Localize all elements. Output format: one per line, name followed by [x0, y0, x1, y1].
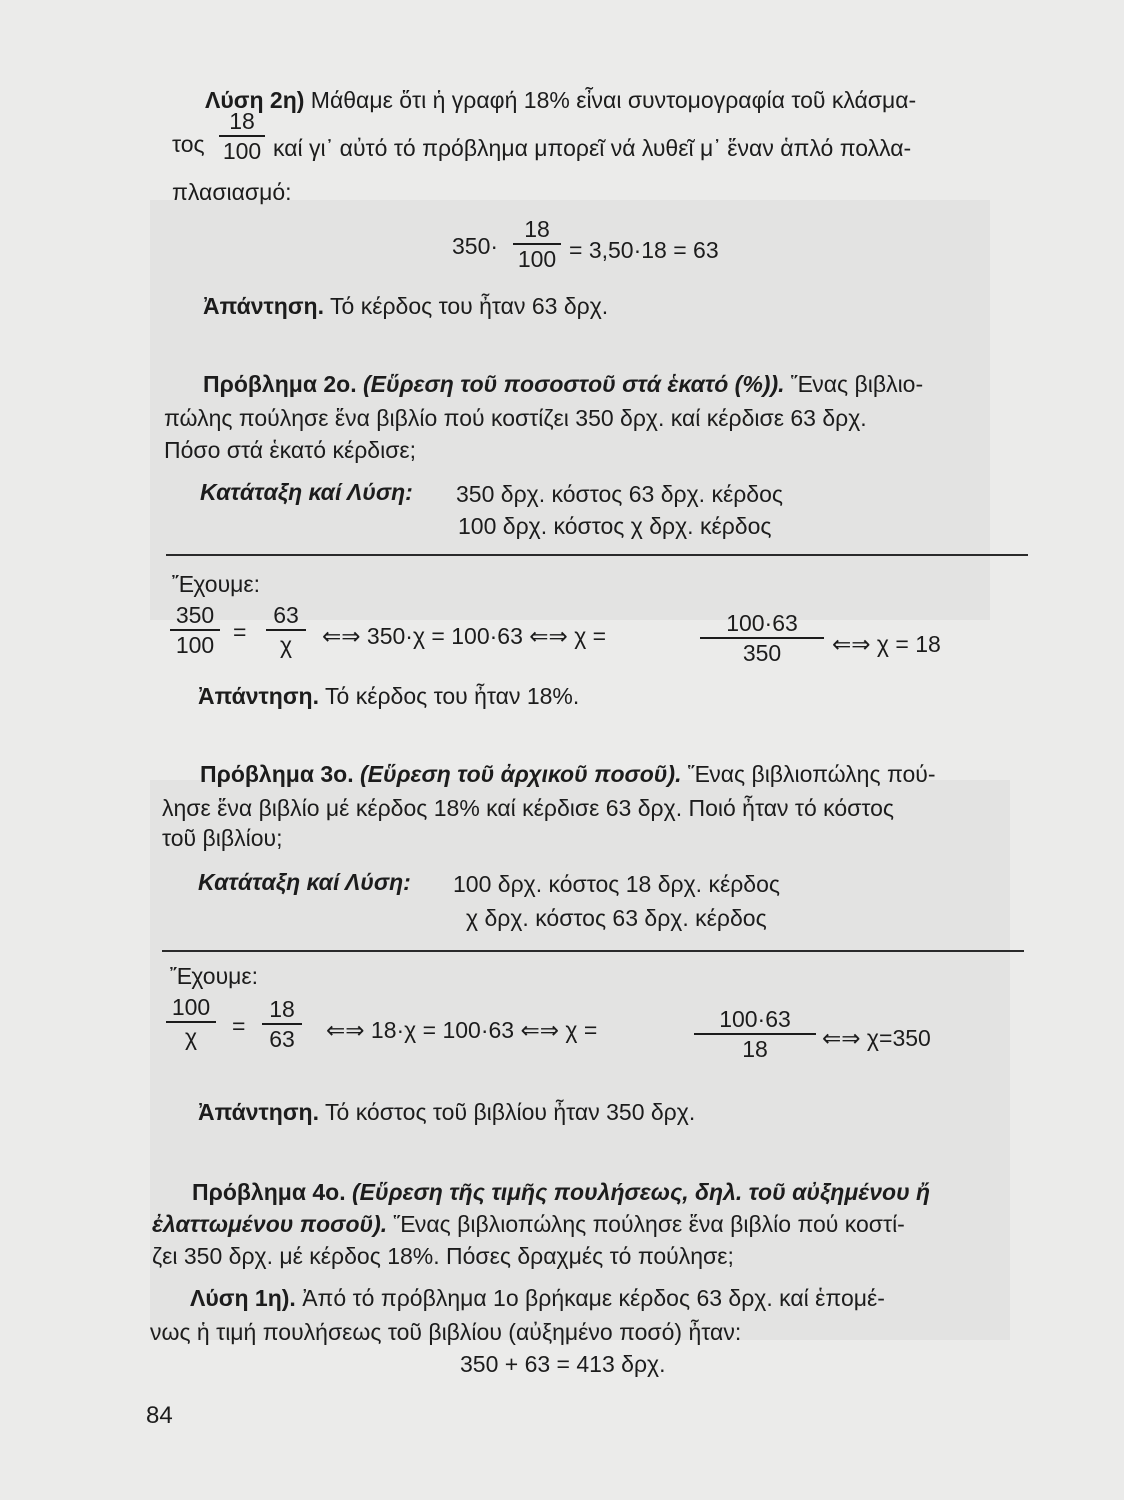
prob4-sol-line2: νως ἡ τιμή πουλήσεως τοῦ βιβλίου (αὐξημένο ποσό) ἦταν:	[150, 1319, 742, 1345]
fraction-bar	[166, 1021, 216, 1023]
fraction-bar	[262, 1023, 302, 1025]
fraction-bar	[700, 637, 824, 639]
sol2-line3: πλασιασμό:	[172, 179, 292, 205]
sol2-label: Λύση 2η)	[205, 87, 305, 113]
fraction-numerator: 18	[269, 996, 295, 1022]
prob2-title: Πρόβλημα 2ο.	[203, 371, 357, 397]
fraction-denominator: 63	[269, 1026, 295, 1052]
prob4-text: Ἕνας βιβλιοπώλης πούλησε ἕνα βιβλίο πού κοστί-	[393, 1211, 905, 1237]
prob4-title: Πρόβλημα 4ο.	[192, 1179, 346, 1205]
separator-rule	[162, 950, 1024, 952]
prob3-classify-row2: χ δρχ. κόστος 63 δρχ. κέρδος	[466, 905, 767, 931]
prob4-sol-eq: 350 + 63 = 413 δρχ.	[460, 1351, 666, 1377]
prob3-line3: τοῦ βιβλίου;	[162, 825, 283, 851]
page-number: 84	[146, 1402, 173, 1429]
fraction-denominator: 350	[742, 640, 782, 666]
prob3-have: Ἔχουμε:	[170, 963, 259, 989]
prob2-classify-row1: 350 δρχ. κόστος 63 δρχ. κέρδος	[456, 481, 783, 507]
fraction-bar	[266, 629, 306, 631]
fraction-63-x	[266, 602, 306, 658]
prob2-classify-label: Κατάταξη καί Λύση:	[200, 479, 413, 505]
fraction-350-100	[170, 602, 220, 658]
fraction-numerator: 18	[229, 108, 255, 134]
prob3-step2: ⇐⇒ χ=350	[822, 1025, 931, 1051]
prob2-have: Ἔχουμε:	[172, 571, 261, 597]
fraction-numerator: 18	[524, 216, 550, 242]
prob2-equals: =	[233, 619, 247, 645]
sol-text: Ἀπό τό πρόβλημα 1ο βρήκαμε κέρδος 63 δρχ. καί ἑπομέ-	[302, 1285, 885, 1311]
prob2-line2: πώλης πούλησε ἕνα βιβλίο πού κοστίζει 350 δρχ. καί κέρδισε 63 δρχ.	[164, 405, 867, 431]
prob2-answer	[198, 682, 579, 710]
fraction-10063-350	[700, 610, 824, 666]
fraction-denominator: 100	[222, 138, 262, 164]
prob2-classify-row2: 100 δρχ. κόστος χ δρχ. κέρδος	[458, 513, 772, 539]
prob4-line2	[152, 1210, 905, 1238]
prob2-text: Ἕνας βιβλιο-	[790, 371, 924, 397]
separator-rule	[166, 554, 1028, 556]
answer-text: Τό κόστος τοῦ βιβλίου ἦταν 350 δρχ.	[324, 1099, 696, 1125]
prob3-classify-label: Κατάταξη καί Λύση:	[198, 869, 411, 895]
fraction-bar	[170, 629, 220, 631]
fraction-numerator: 63	[273, 602, 299, 628]
answer-label: Ἀπάντηση.	[198, 683, 319, 709]
prob3-title: Πρόβλημα 3ο.	[200, 761, 354, 787]
fraction-18-63	[262, 996, 302, 1052]
fraction-denominator: χ	[184, 1024, 198, 1050]
prob4-subtitle2: ἐλαττωμένου ποσοῦ).	[152, 1211, 388, 1237]
prob4-line1	[192, 1178, 930, 1206]
sol2-text: Μάθαμε ὅτι ἡ γραφή 18% εἶναι συντομογραφία τοῦ κλάσμα-	[310, 87, 917, 113]
fraction-numerator: 100	[171, 994, 211, 1020]
prob3-subtitle: (Εὕρεση τοῦ ἀρχικοῦ ποσοῦ).	[360, 761, 682, 787]
prob3-step1: ⇐⇒ 18·χ = 100·63 ⇐⇒ χ =	[326, 1017, 598, 1043]
prob3-line1	[200, 760, 936, 788]
fraction-denominator: 100	[517, 246, 557, 272]
fraction-denominator: χ	[279, 632, 293, 658]
fraction-10063-18	[694, 1006, 816, 1062]
fraction-denominator: 18	[742, 1036, 768, 1062]
prob4-line3: ζει 350 δρχ. μέ κέρδος 18%. Πόσες δραχμές τό πούλησε;	[152, 1243, 734, 1269]
prob2-subtitle: (Εὕρεση τοῦ ποσοστοῦ στά ἑκατό (%)).	[363, 371, 785, 397]
fraction-18-100	[219, 108, 265, 164]
prob2-line1	[203, 370, 923, 398]
sol2-eq-post: = 3,50·18 = 63	[569, 237, 719, 263]
fraction-bar	[694, 1033, 816, 1035]
prob4-sol-line1	[190, 1284, 885, 1312]
fraction-18-100-eq	[513, 216, 561, 272]
answer-text: Τό κέρδος του ἦταν 18%.	[324, 683, 580, 709]
sol2-line1	[205, 86, 916, 114]
fraction-bar	[513, 243, 561, 245]
sol-label: Λύση 1η).	[190, 1285, 296, 1311]
answer-label: Ἀπάντηση.	[198, 1099, 319, 1125]
fraction-numerator: 100·63	[726, 610, 798, 636]
answer-text: Τό κέρδος του ἦταν 63 δρχ.	[329, 293, 609, 319]
answer-label: Ἀπάντηση.	[203, 293, 324, 319]
sol2-eq-pre: 350·	[452, 233, 499, 259]
fraction-numerator: 100·63	[719, 1006, 791, 1032]
fraction-100-x	[166, 994, 216, 1050]
sol2-line2-pre: τος	[172, 131, 205, 157]
fraction-denominator: 100	[175, 632, 215, 658]
sol2-answer	[203, 292, 608, 320]
prob2-line3: Πόσο στά ἑκατό κέρδισε;	[164, 437, 417, 463]
prob2-step2: ⇐⇒ χ = 18	[832, 631, 941, 657]
fraction-numerator: 350	[175, 602, 215, 628]
prob3-line2: λησε ἕνα βιβλίο μέ κέρδος 18% καί κέρδισε 63 δρχ. Ποιό ἦταν τό κόστος	[162, 795, 895, 821]
prob3-answer	[198, 1098, 695, 1126]
prob4-subtitle: (Εὕρεση τῆς τιμῆς πουλήσεως, δηλ. τοῦ αὐξημένου ἤ	[352, 1179, 931, 1205]
fraction-bar	[219, 135, 265, 137]
prob3-equals: =	[232, 1013, 246, 1039]
sol2-line2-post: καί γι᾽ αὐτό τό πρόβλημα μπορεῖ νά λυθεῖ μ᾽ ἕναν ἁπλό πολλα-	[273, 135, 912, 161]
prob3-text: Ἕνας βιβλιοπώλης πού-	[687, 761, 936, 787]
prob2-step1: ⇐⇒ 350·χ = 100·63 ⇐⇒ χ =	[322, 623, 607, 649]
prob3-classify-row1: 100 δρχ. κόστος 18 δρχ. κέρδος	[453, 871, 780, 897]
